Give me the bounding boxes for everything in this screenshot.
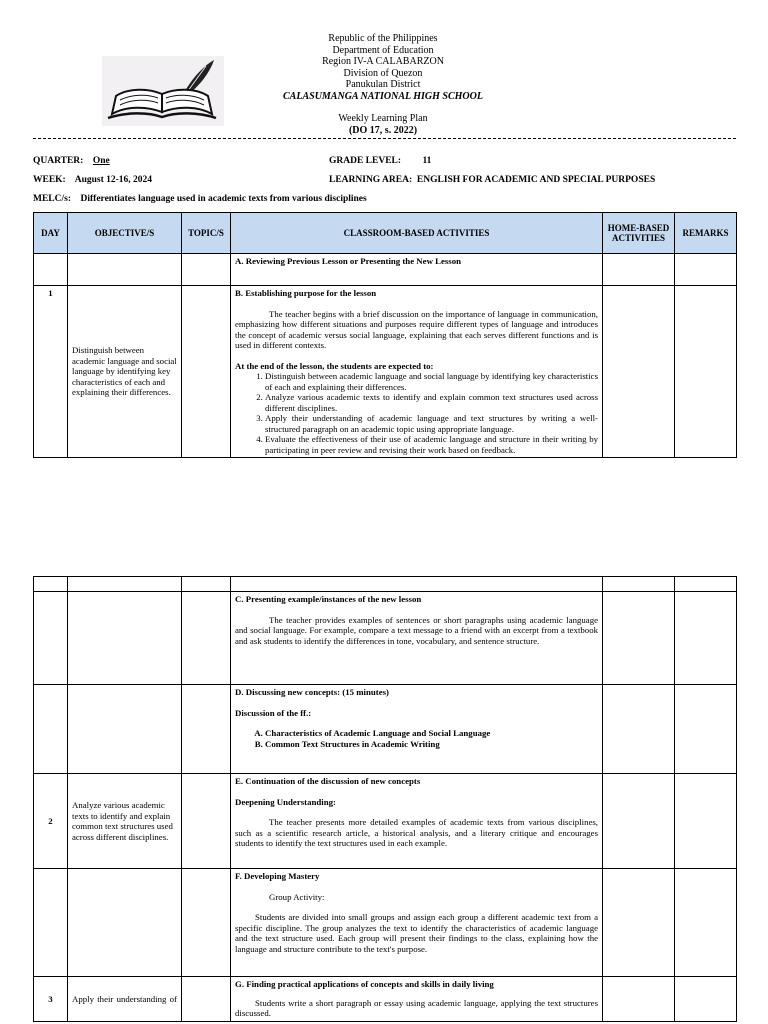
header-line: Panukulan District [345, 79, 421, 90]
section-e-subtitle: Deepening Understanding: [235, 796, 336, 807]
table-row [34, 774, 737, 869]
section-c-title: C. Presenting example/instances of the new lesson [235, 594, 422, 604]
week-label: WEEK: [33, 175, 66, 185]
list-item: B. Common Text Structures in Academic Writing [265, 739, 598, 750]
expected-outcomes-heading: At the end of the lesson, the students are expected to: [235, 360, 434, 371]
concepts-list [235, 728, 598, 749]
day-number: 2 [34, 774, 68, 869]
section-e-title: E. Continuation of the discussion of new concepts [235, 776, 421, 786]
section-e-paragraph: The teacher presents more detailed examples of academic texts from various disciplines, such as a scientific research article, a historical analysis, and a literary critique and encourages students to identify the text structures used in each example. [235, 817, 598, 848]
area-row [329, 174, 655, 186]
grade-row [329, 155, 431, 167]
section-f-title: F. Developing Mastery [235, 871, 320, 881]
day-number: 3 [34, 977, 68, 1022]
week-row [33, 174, 152, 186]
col-header-home-activities: HOME-BASED ACTIVITIES [603, 213, 675, 254]
section-d-subtitle: Discussion of the ff.: [235, 707, 312, 718]
melc-value: Differentiates language used in academic texts from various disciplines [80, 194, 367, 204]
area-value: ENGLISH FOR ACADEMIC AND SPECIAL PURPOSES [416, 175, 656, 185]
grade-value: 11 [422, 156, 432, 166]
document-header [200, 33, 566, 136]
table-row [34, 592, 737, 685]
list-item: 3. Apply their understanding of academic language and text structures by writing a well-structured paragraph on an academic topic using appropriate language. [265, 413, 598, 434]
area-label: LEARNING AREA: [329, 175, 413, 185]
dashed-divider [33, 138, 736, 139]
table-row [34, 254, 737, 286]
section-f-subtitle: Group Activity: [269, 891, 325, 902]
header-line: Region IV-A CALABARZON [322, 56, 444, 67]
outcomes-list [235, 371, 598, 455]
list-item: 4. Evaluate the effectiveness of their use of academic language and structure in their writing by participating in peer review and revising their work based on feedback. [265, 434, 598, 455]
plan-title: Weekly Learning Plan [338, 113, 428, 124]
weekly-plan-table-page1 [33, 212, 737, 458]
col-header-remarks: REMARKS [675, 213, 737, 254]
col-header-day: DAY [34, 213, 68, 254]
weekly-plan-table-page2 [33, 576, 737, 1022]
list-item: 2. Analyze various academic texts to identify and explain common text structures used across different disciplines. [265, 392, 598, 413]
quarter-value: One [92, 156, 110, 166]
table-row [34, 869, 737, 977]
table-row [34, 977, 737, 1022]
header-line: Department of Education [332, 44, 434, 56]
school-name: CALASUMANGA NATIONAL HIGH SCHOOL [283, 90, 483, 102]
week-value: August 12-16, 2024 [74, 175, 153, 185]
do-reference: (DO 17, s. 2022) [348, 124, 418, 136]
section-b-paragraph: The teacher begins with a brief discussion on the importance of language in communication, emphasizing how different situations and purposes require different types of language and introduces the concept of academic versus social language, explaining that each serves different functions and is used in different contexts. [235, 308, 598, 350]
quarter-label: QUARTER: [33, 156, 84, 166]
table-row [34, 286, 737, 458]
list-item: A. Characteristics of Academic Language and Social Language [265, 728, 598, 739]
day-number: 1 [34, 286, 68, 458]
list-item: 1. Distinguish between academic language and social language by identifying key characteristics of each and explaining their differences. [265, 371, 598, 392]
section-g-paragraph: Students write a short paragraph or essay using academic language, applying the text structures discussed. [235, 997, 598, 1018]
quarter-row [33, 155, 110, 167]
header-line: Division of Quezon [343, 67, 423, 79]
table-header-row [34, 213, 737, 254]
section-d-title: D. Discussing new concepts: (15 minutes) [235, 687, 389, 697]
header-line: Republic of the Philippines [328, 33, 438, 44]
objective-text: Apply their understanding of [68, 977, 182, 1022]
table-row [34, 577, 737, 592]
section-c-paragraph: The teacher provides examples of sentences or short paragraphs using academic language and social language. For example, compare a text message to a friend with an excerpt from a textbook and ask students to identify the differences in tone, vocabulary, and sentence structure. [235, 614, 598, 646]
section-f-paragraph: Students are divided into small groups and assign each group a different academic text from a specific discipline. The group analyzes the text to identify the characteristics of academic language and the text structure used. Each group will present their findings to the class, explaining how the language and structure contribute to the text's purpose. [235, 912, 598, 954]
col-header-topics: TOPIC/S [182, 213, 231, 254]
melc-row [33, 193, 367, 205]
section-g-title: G. Finding practical applications of concepts and skills in daily living [235, 979, 494, 989]
section-a-title: A. Reviewing Previous Lesson or Presenting the New Lesson [235, 256, 462, 266]
section-b-title: B. Establishing purpose for the lesson [235, 288, 377, 298]
melc-label: MELC/s: [33, 194, 71, 204]
grade-label: GRADE LEVEL: [329, 156, 402, 166]
objective-text: Analyze various academic texts to identify and explain common text structures used across different disciplines. [68, 774, 182, 869]
objective-text: Distinguish between academic language and social language by identifying key characteristics of each and explaining their differences. [68, 286, 182, 458]
table-row [34, 685, 737, 774]
col-header-objectives: OBJECTIVE/S [68, 213, 182, 254]
col-header-classroom-activities: CLASSROOM-BASED ACTIVITIES [231, 213, 603, 254]
